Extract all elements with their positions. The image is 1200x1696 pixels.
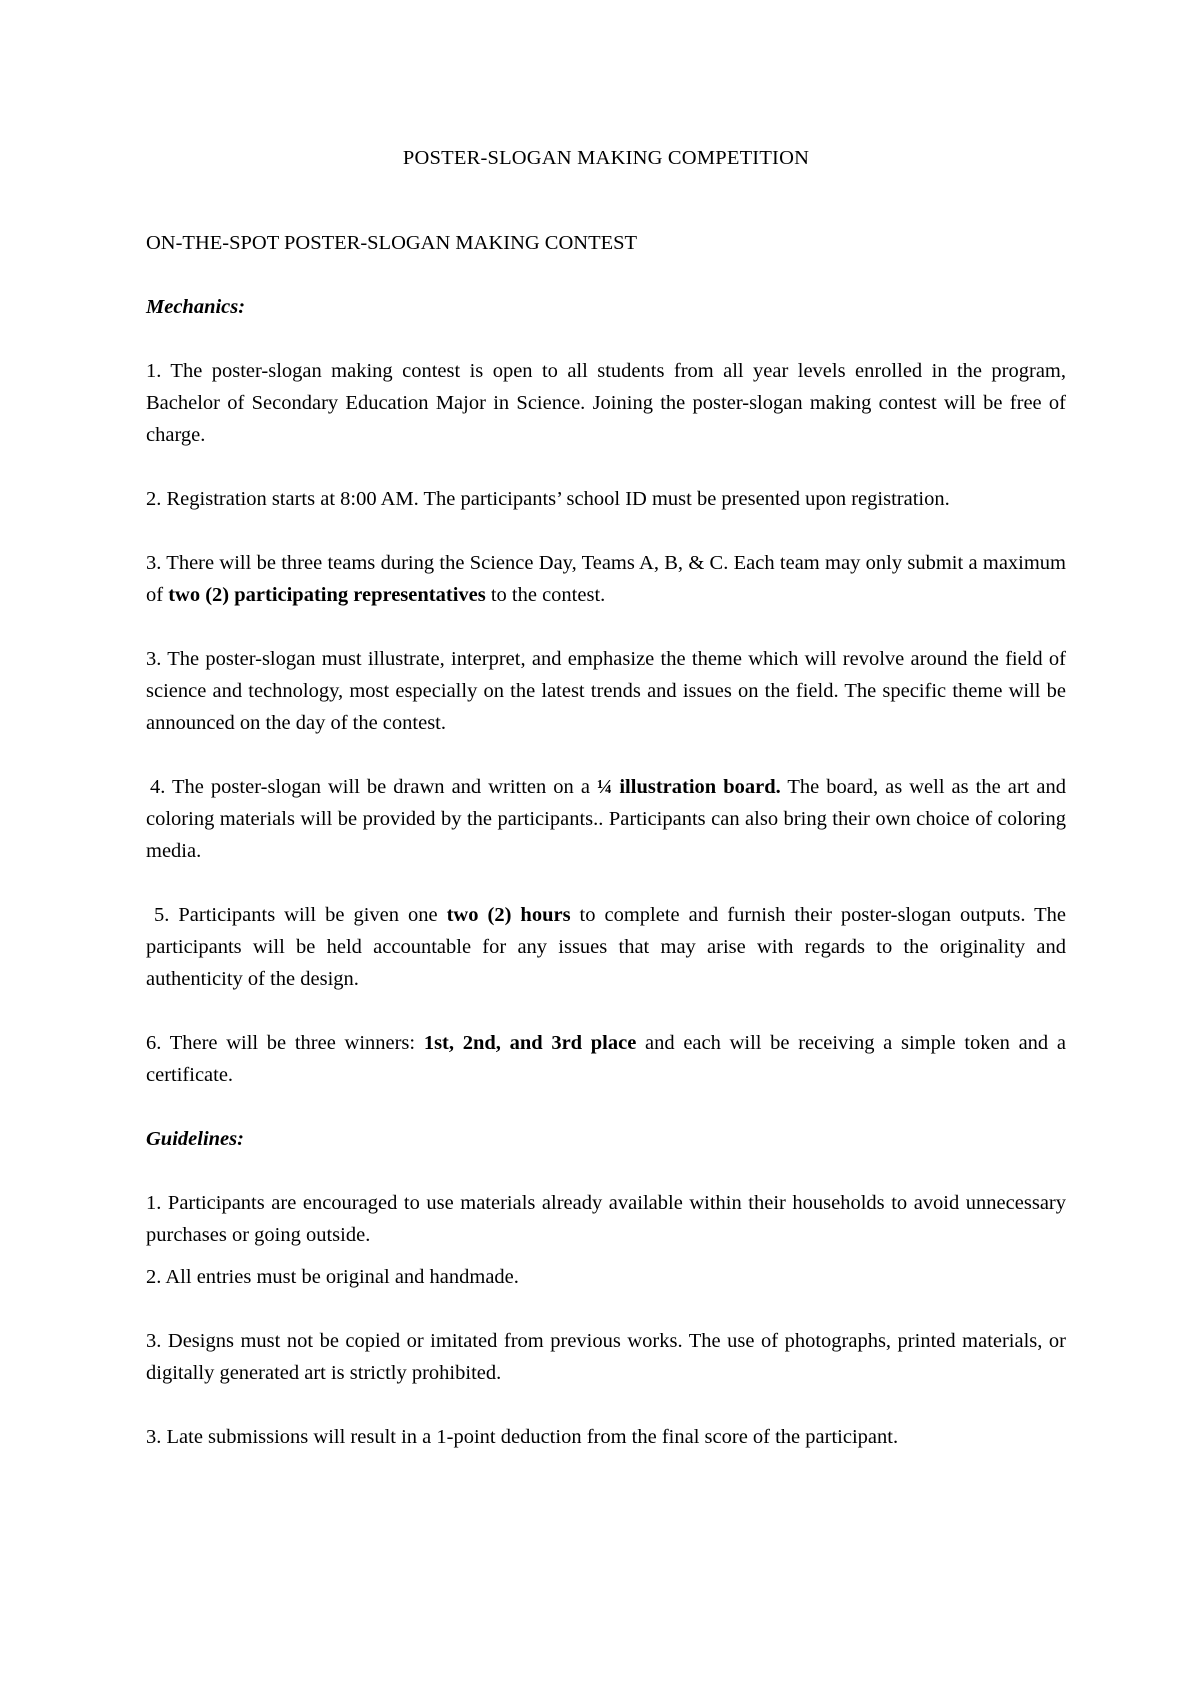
mechanics-item-5-bold: ¼ illustration board.: [596, 776, 781, 798]
page-title: POSTER-SLOGAN MAKING COMPETITION: [402, 147, 810, 169]
mechanics-item-6: [146, 899, 1066, 995]
guidelines-item-1: 1. Participants are encouraged to use materials already available within their households to avoid unnecessary purchases or going outside.: [146, 1192, 1066, 1246]
guidelines-item-2: 2. All entries must be original and handmade.: [146, 1266, 519, 1288]
mechanics-item-5: [146, 771, 1066, 867]
guidelines-heading: Guidelines:: [146, 1128, 244, 1150]
mechanics-item-6-pre: 5. Participants will be given one: [154, 904, 447, 926]
mechanics-item-5-post: The board, as well as the art and coloring materials will be provided by the participants.. Participants can also bring their own choice of coloring media.: [146, 776, 1066, 862]
mechanics-item-2: 2. Registration starts at 8:00 AM. The participants’ school ID must be presented upon registration.: [146, 488, 950, 510]
document-content: [146, 142, 1066, 1453]
mechanics-item-6-bold: two (2) hours: [446, 904, 571, 926]
mechanics-item-7-pre: 6. There will be three winners:: [146, 1032, 424, 1054]
mechanics-item-4: 3. The poster-slogan must illustrate, interpret, and emphasize the theme which will revolve around the field of science and technology, most especially on the latest trends and issues on the field. The specific theme will be announced on the day of the contest.: [146, 648, 1066, 734]
contest-subtitle: ON-THE-SPOT POSTER-SLOGAN MAKING CONTEST: [146, 232, 638, 254]
mechanics-item-3-post: to the contest.: [485, 584, 606, 606]
mechanics-item-6-post: to complete and furnish their poster-slogan outputs. The participants will be held accountable for any issues that may arise with regards to the originality and authenticity of the design.: [146, 904, 1066, 990]
mechanics-item-3: [146, 547, 1066, 611]
mechanics-item-7-post: and each will be receiving a simple token and a certificate.: [146, 1032, 1066, 1086]
mechanics-item-3-pre: 3. There will be three teams during the Science Day, Teams A, B, & C. Each team may only submit a maximum of: [146, 552, 1066, 606]
mechanics-item-7-bold: 1st, 2nd, and 3rd place: [423, 1032, 637, 1054]
mechanics-item-1: 1. The poster-slogan making contest is open to all students from all year levels enrolled in the program, Bachelor of Secondary Education Major in Science. Joining the poster-slogan making contest will be free of charge.: [146, 360, 1066, 446]
guidelines-item-3: 3. Designs must not be copied or imitated from previous works. The use of photographs, printed materials, or digitally generated art is strictly prohibited.: [146, 1330, 1066, 1384]
mechanics-item-5-pre: 4. The poster-slogan will be drawn and written on a: [150, 776, 597, 798]
mechanics-item-3-bold: two (2) participating representatives: [168, 584, 486, 606]
mechanics-item-7: [146, 1027, 1066, 1091]
mechanics-heading: Mechanics:: [146, 296, 246, 318]
guidelines-item-4: 3. Late submissions will result in a 1-point deduction from the final score of the participant.: [146, 1426, 899, 1448]
